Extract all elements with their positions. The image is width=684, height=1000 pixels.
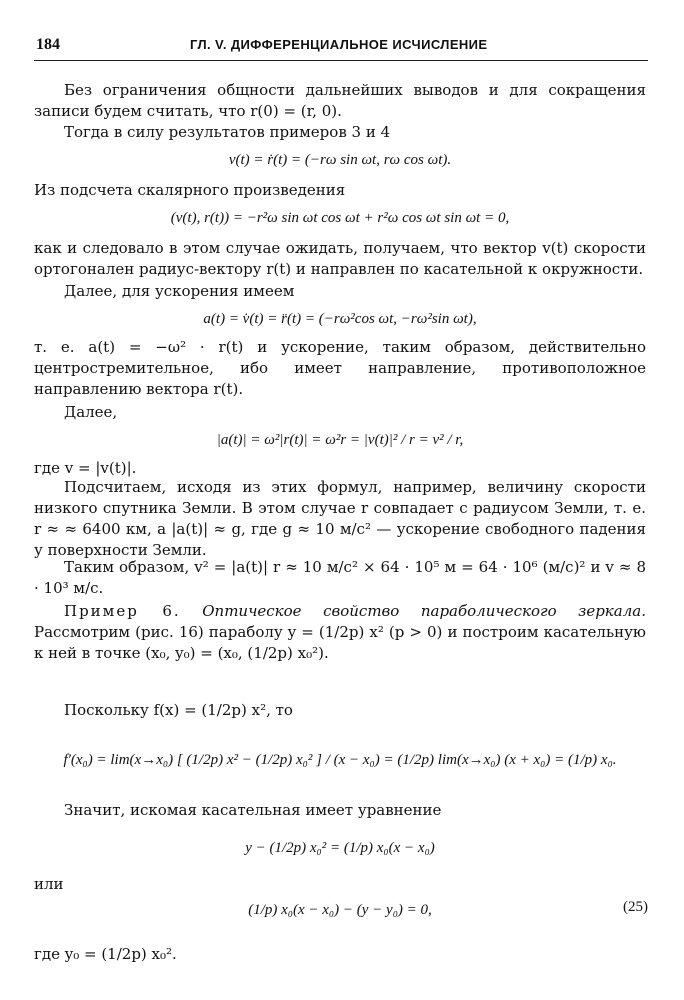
example-label: Пример 6. (64, 602, 181, 620)
example-title: Оптическое свойство параболического зеркала. (202, 602, 646, 620)
paragraph-2: Тогда в силу результатов примеров 3 и 4 (64, 123, 391, 141)
header-rule (34, 60, 648, 61)
paragraph-8: где v = |v(t)|. (34, 459, 137, 477)
paragraph-6: т. е. a(t) = −ω² · r(t) и ускорение, таким образом, действительно центростремительное, ибо имеет направление, противоположное направлению вектора r(t). (34, 338, 646, 398)
paragraph-4: как и следовало в этом случае ожидать, получаем, что вектор v(t) скорости ортогонален радиус-вектору r(t) и направлен по касательной к окружности. (34, 239, 646, 278)
paragraph-9: Подсчитаем, исходя из этих формул, например, величину скорости низкого спутника Земли. В этом случае r совпадает с радиусом Земли, т. е. r ≈ ≈ 6400 км, а |a(t)| ≈ g, где g ≈ 10 м/с² — ускорение свободного падения у поверхности Земли. (34, 478, 646, 559)
paragraph-11: Поскольку f(x) = (1/2p) x², то (64, 701, 293, 719)
paragraph-13: или (34, 875, 64, 893)
equation-number: (25) (623, 899, 648, 915)
paragraph-5: Далее, для ускорения имеем (64, 282, 295, 300)
running-header (36, 36, 648, 58)
formula-acceleration-magnitude: |a(t)| = ω²|r(t)| = ω²r = |v(t)|² / r = v² / r, (216, 432, 464, 448)
example-6 (34, 601, 646, 664)
paragraph-7: Далее, (64, 403, 118, 421)
paragraph-12: Значит, искомая касательная имеет уравнение (64, 801, 442, 819)
chapter-title: ГЛ. V. ДИФФЕРЕНЦИАЛЬНОЕ ИСЧИСЛЕНИЕ (190, 37, 488, 52)
paragraph-1: Без ограничения общности дальнейших выводов и для сокращения записи будем считать, что r(0) = (r, 0). (34, 81, 646, 120)
page-number: 184 (36, 36, 60, 53)
formula-acceleration: a(t) = v̇(t) = r̈(t) = (−rω²cos ωt, −rω²sin ωt), (203, 311, 477, 327)
formula-derivative: f′(x₀) = lim(x→x₀) [ (1/2p) x² − (1/2p) x₀² ] / (x − x₀) = (1/2p) lim(x→x₀) (x + x₀) = (1/p) x₀. (63, 752, 617, 768)
formula-velocity: v(t) = ṙ(t) = (−rω sin ωt, rω cos ωt). (228, 152, 452, 168)
example-text: Рассмотрим (рис. 16) параболу y = (1/2p) x² (p > 0) и построим касательную к ней в точке (x₀, y₀) = (x₀, (1/2p) x₀²). (34, 623, 646, 662)
formula-scalar-product: (v(t), r(t)) = −r²ω sin ωt cos ωt + r²ω cos ωt sin ωt = 0, (170, 210, 510, 226)
paragraph-14: где y₀ = (1/2p) x₀². (34, 945, 177, 963)
formula-tangent-alt: (1/p) x₀(x − x₀) − (y − y₀) = 0, (248, 902, 432, 918)
paragraph-3: Из подсчета скалярного произведения (34, 181, 346, 199)
formula-tangent: y − (1/2p) x₀² = (1/p) x₀(x − x₀) (245, 840, 435, 856)
paragraph-10: Таким образом, v² = |a(t)| r ≈ 10 м/с² × 64 · 10⁵ м = 64 · 10⁶ (м/с)² и v ≈ 8 · 10³ м/с. (34, 558, 646, 597)
